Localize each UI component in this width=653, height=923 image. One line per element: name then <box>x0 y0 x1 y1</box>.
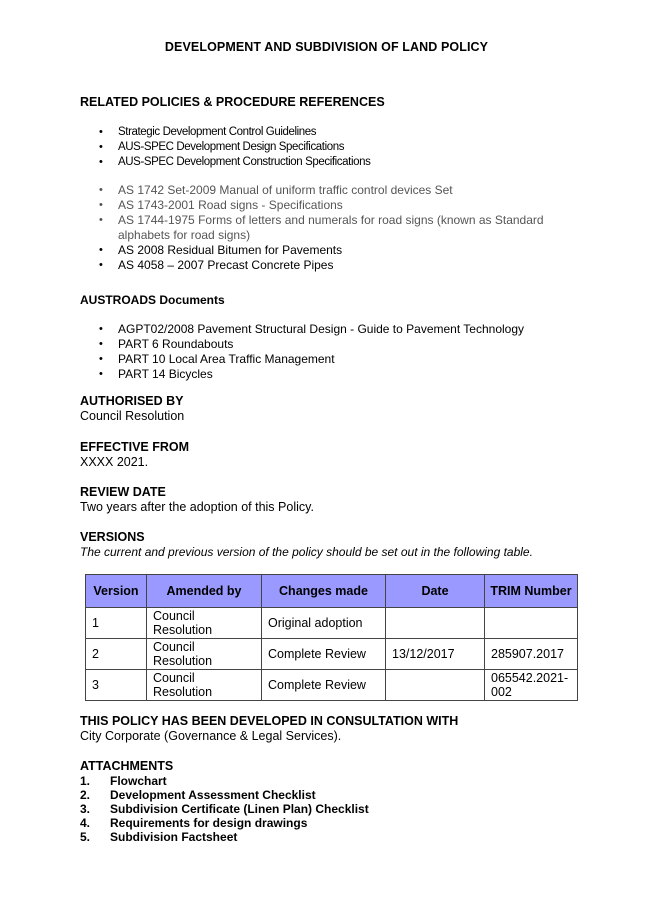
table-cell <box>386 608 485 639</box>
table-row <box>86 639 578 670</box>
related-heading: RELATED POLICIES & PROCEDURE REFERENCES <box>80 95 385 109</box>
table-header-row <box>86 575 578 608</box>
austroads-heading: AUSTROADS Documents <box>80 293 225 307</box>
table-cell: Council Resolution <box>147 639 262 670</box>
consultation-heading: THIS POLICY HAS BEEN DEVELOPED IN CONSULTATION WITH <box>80 714 459 728</box>
list-item: • AUS-SPEC Development Construction Specifications <box>99 155 370 170</box>
attachments-heading: ATTACHMENTS <box>80 759 174 773</box>
table-cell: Council Resolution <box>147 608 262 639</box>
table-cell: Council Resolution <box>147 670 262 701</box>
list-item: • AUS-SPEC Development Design Specifications <box>99 140 370 155</box>
table-cell: Complete Review <box>262 639 386 670</box>
consultation-text: City Corporate (Governance & Legal Services). <box>80 729 342 743</box>
list-item: • PART 6 Roundabouts <box>99 337 524 352</box>
table-cell: 1 <box>86 608 147 639</box>
list-item: • PART 10 Local Area Traffic Management <box>99 352 524 367</box>
list-item: • Strategic Development Control Guidelines <box>99 125 370 140</box>
table-cell: Original adoption <box>262 608 386 639</box>
column-header: TRIM Number <box>485 575 578 608</box>
table-cell <box>386 670 485 701</box>
related-list-1 <box>99 125 370 170</box>
review-text: Two years after the adoption of this Policy. <box>80 500 314 514</box>
review-heading: REVIEW DATE <box>80 485 166 499</box>
column-header: Date <box>386 575 485 608</box>
table-row <box>86 670 578 701</box>
table-cell: 285907.2017 <box>485 639 578 670</box>
effective-text: XXXX 2021. <box>80 455 149 469</box>
column-header: Amended by <box>147 575 262 608</box>
column-header: Changes made <box>262 575 386 608</box>
table-cell: 2 <box>86 639 147 670</box>
list-item: • AS 2008 Residual Bitumen for Pavements <box>99 243 559 258</box>
list-item: 4. Requirements for design drawings <box>80 816 308 830</box>
related-list-2 <box>99 183 559 273</box>
list-item: • PART 14 Bicycles <box>99 367 524 382</box>
page-title: DEVELOPMENT AND SUBDIVISION OF LAND POLICY <box>164 40 489 54</box>
attachments-list <box>80 774 369 844</box>
table-cell: 3 <box>86 670 147 701</box>
authorised-text: Council Resolution <box>80 409 185 423</box>
versions-heading: VERSIONS <box>80 530 145 544</box>
table-cell: 13/12/2017 <box>386 639 485 670</box>
list-item: 5. Subdivision Factsheet <box>80 830 238 844</box>
list-item: • AS 1743-2001 Road signs - Specifications <box>99 198 559 213</box>
list-item: • AS 4058 – 2007 Precast Concrete Pipes <box>99 258 559 273</box>
table-row <box>86 608 578 639</box>
list-item: • AS 1742 Set-2009 Manual of uniform traffic control devices Set <box>99 183 559 198</box>
list-item: • AGPT02/2008 Pavement Structural Design - Guide to Pavement Technology <box>99 322 524 337</box>
table-cell <box>485 608 578 639</box>
list-item: • AS 1744-1975 Forms of letters and numerals for road signs (known as Standard alphabets for road signs) <box>99 213 559 243</box>
effective-heading: EFFECTIVE FROM <box>80 440 190 454</box>
versions-table <box>85 574 578 701</box>
authorised-heading: AUTHORISED BY <box>80 394 184 408</box>
list-item: 1. Flowchart <box>80 774 167 788</box>
table-cell: Complete Review <box>262 670 386 701</box>
list-item: 3. Subdivision Certificate (Linen Plan) Checklist <box>80 802 369 816</box>
column-header: Version <box>86 575 147 608</box>
austroads-list <box>99 322 524 382</box>
versions-note: The current and previous version of the policy should be set out in the following table. <box>80 545 533 559</box>
list-item: 2. Development Assessment Checklist <box>80 788 316 802</box>
table-cell: 065542.2021-002 <box>485 670 578 701</box>
